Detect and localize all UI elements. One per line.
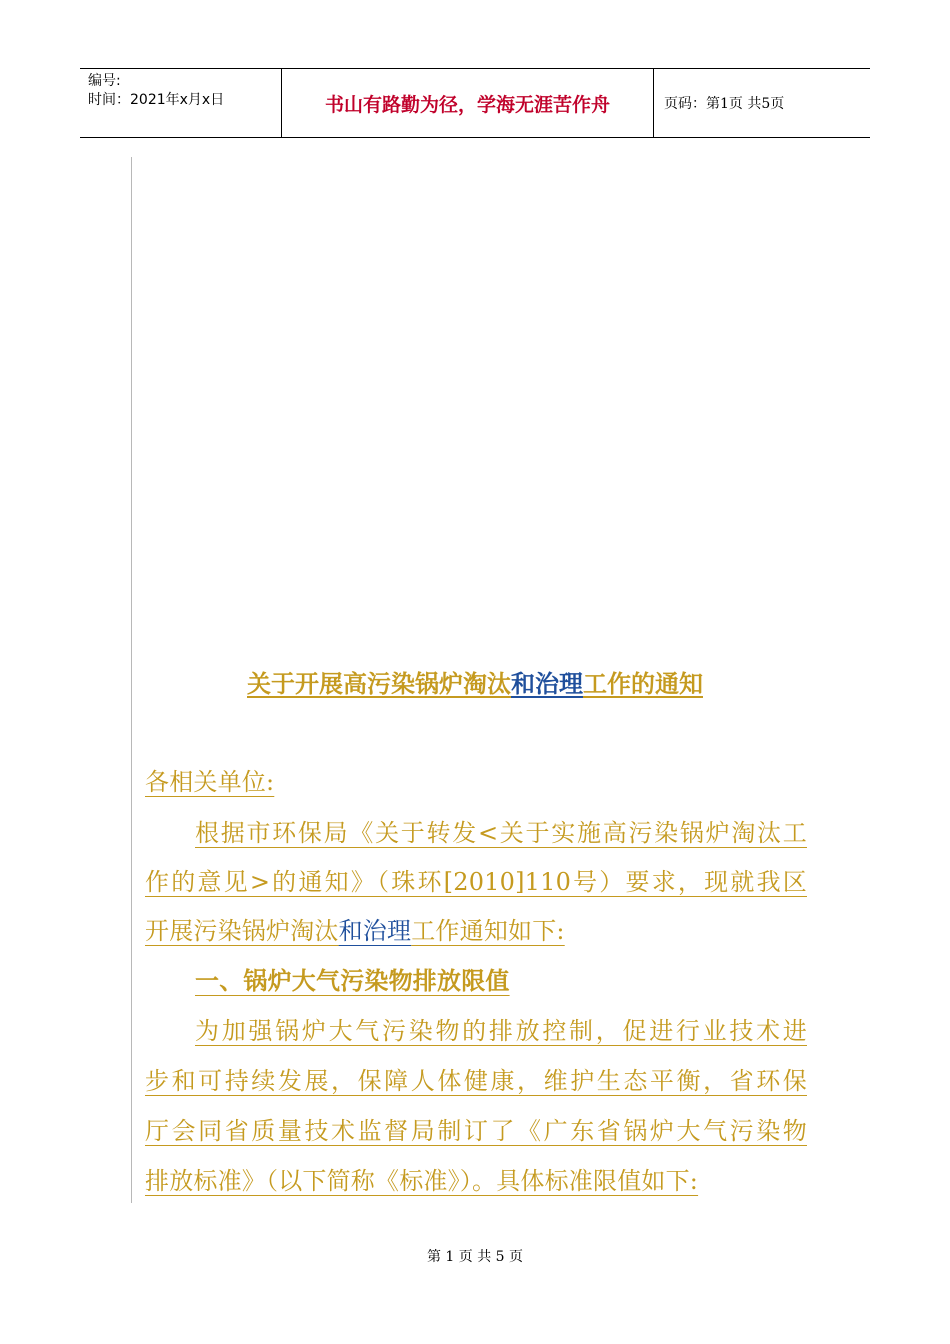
para2-line1-text: 为加强锅炉大气污染物的排放控制，促进行业技术进	[195, 1017, 807, 1045]
para1-line3-text-b: 和治理	[338, 917, 412, 945]
document-number-label: 编号:	[88, 73, 121, 89]
title-part-2: 和治理	[511, 670, 583, 698]
section1-heading-text: 一、锅炉大气污染物排放限值	[195, 967, 510, 995]
para1-line2	[145, 858, 807, 907]
para1-line1-text: 根据市环保局《关于转发<关于实施高污染锅炉淘汰工	[195, 819, 807, 847]
salutation-line	[145, 758, 274, 807]
page-footer: 第 1 页 共 5 页	[426, 1249, 524, 1265]
document-time-label: 时间：2021年x月x日	[88, 92, 225, 108]
section1-heading	[195, 957, 510, 1006]
title-part-1: 关于开展高污染锅炉淘汰	[247, 670, 511, 698]
para1-line1	[195, 809, 807, 858]
para1-line3	[145, 907, 565, 956]
title-part-3: 工作的通知	[583, 670, 703, 698]
header-motto: 书山有路勤为径，学海无涯苦作舟	[282, 69, 654, 137]
para2-line2	[145, 1057, 807, 1106]
header-page-info: 页码：第1页 共5页	[664, 96, 785, 112]
para1-line3-text-c: 工作通知如下:	[411, 917, 565, 945]
header-meta	[80, 69, 282, 137]
para1-line2-text: 作的意见>的通知》（珠环[2010]110号）要求，现就我区	[145, 868, 807, 896]
para2-line1	[195, 1007, 807, 1056]
para2-line4	[145, 1157, 698, 1206]
document-title	[0, 666, 950, 702]
para2-line4-text: 排放标准》（以下简称《标准》）。具体标准限值如下:	[145, 1167, 699, 1195]
salutation: 各相关单位:	[145, 768, 275, 796]
para2-line2-text: 步和可持续发展，保障人体健康，维护生态平衡，省环保	[145, 1067, 807, 1095]
para1-line3-text-a: 开展污染锅炉淘汰	[145, 917, 339, 945]
page-header	[80, 68, 870, 138]
para2-line3	[145, 1107, 807, 1156]
para2-line3-text: 厅会同省质量技术监督局制订了《广东省锅炉大气污染物	[145, 1117, 807, 1145]
